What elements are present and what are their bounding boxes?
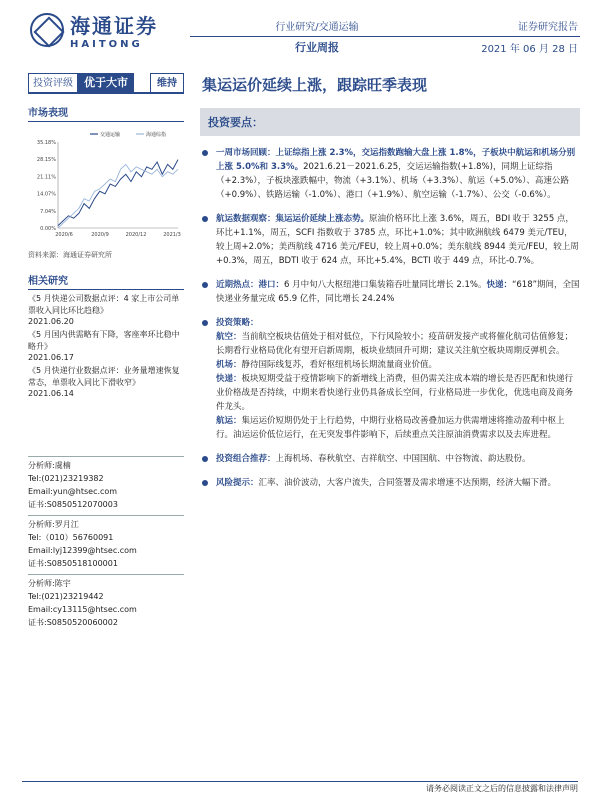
related-title[interactable]: 《5 月快递公司数据点评：4 家上市公司单票收入同比环比趋稳》 [28, 294, 180, 315]
related-item[interactable] [28, 365, 184, 398]
bullet-lead: 风险提示： [216, 478, 259, 488]
x-tick-label: 2021/3 [163, 232, 181, 238]
bullet-market-review [200, 146, 580, 202]
report-type: 证券研究报告 [518, 22, 578, 33]
bullet-lead: 投资策略： [216, 318, 259, 328]
report-kind: 行业周报 [295, 41, 339, 54]
analyst-cert: 证书:S0850512070003 [28, 500, 118, 509]
y-tick-label: 21.11% [36, 174, 56, 181]
analyst-name: 分析师:罗月江 [28, 520, 79, 529]
express-body: “618”期间，全国快递业务量完成 65.9 亿件，同比增长 24.24% [216, 280, 580, 304]
analyst-tel: Tel:(021)23219382 [28, 474, 104, 483]
analyst-name: 分析师:虞楠 [28, 461, 71, 470]
related-date: 2021.06.17 [28, 353, 74, 362]
bullet-body: 原油价格环比上涨 3.6%，周五，BDI 收于 3255 点，环比+1.1%，周五，SCFI 指数收于 3785 点，环比+1.0%；其中欧洲航线 6479 美元/TEU，较上周+2.0%；美西航线 4716 美元/FEU，较上周+0.0%；美东航线 8944 美元/FEU，较上周+0.3%，周五，BDTI 收于 624 点，环比+5.4%，BCTI 收于 449 点，环比-0.7%。 [216, 214, 579, 266]
analyst-email[interactable]: Email:lyj12399@htsec.com [28, 546, 137, 555]
related-date: 2021.06.20 [28, 317, 74, 326]
legend-label: 交通运输 [100, 132, 121, 138]
analyst-card [28, 515, 184, 570]
market-chart [28, 128, 184, 244]
sidebar [28, 104, 184, 398]
header-divider [190, 36, 580, 37]
y-tick-label: 35.18% [36, 140, 56, 146]
x-tick-label: 2020/12 [125, 232, 147, 238]
logo-en: HAITONG [70, 39, 143, 50]
page-title: 集运运价延续上涨，跟踪旺季表现 [202, 76, 428, 94]
bullet-body: 汇率、油价波动，大客户流失，合同签署及需求增速不达预期，经济大幅下滑。 [258, 478, 557, 488]
x-tick-label: 2020/6 [55, 232, 73, 238]
report-header [0, 0, 600, 58]
express-strategy-label: 快递： [216, 374, 242, 384]
shipping-label: 航运： [216, 416, 242, 426]
y-tick-label: 14.07% [36, 191, 56, 198]
bullet-shipping-data [200, 212, 580, 268]
analyst-name: 分析师:陈宇 [28, 579, 71, 588]
market-heading: 市场表现 [28, 104, 184, 122]
analyst-list [28, 456, 184, 633]
bullet-body: 上海机场、春秋航空、吉祥航空、中国国航、中谷物流、韵达股份。 [275, 454, 531, 464]
rating-value: 优于大市 [78, 73, 134, 93]
related-item[interactable] [28, 329, 184, 362]
analyst-email[interactable]: Email:cy13115@htsec.com [28, 605, 137, 614]
aviation-label: 航空： [216, 332, 242, 342]
chart-source: 资料来源：海通证券研究所 [28, 251, 112, 259]
y-tick-label: 7.04% [40, 208, 56, 215]
bullet-lead: 投资组合推荐： [216, 454, 276, 464]
x-tick-label: 2020/9 [91, 232, 109, 238]
analyst-card [28, 456, 184, 511]
haitong-logo-icon [30, 13, 64, 47]
haitong-logo [30, 10, 158, 50]
analyst-tel: Tel:（010）56760091 [28, 533, 114, 542]
related-date: 2021.06.14 [28, 389, 74, 398]
bullet-body: 2021.6.21－2021.6.25，交运运输指数(+1.8%)，同期上证综指（+2.3%），子板块涨跌幅中，物流（+3.1%）、机场（+3.3%）、航运（+5.0%）、高速公路（+0.9%）、铁路运输（-1.0%）、港口（+1.9%）、航空运输（-1.7%）、公交（-0.6%）。 [216, 162, 569, 200]
port-label: 港口： [258, 280, 285, 290]
y-tick-label: 0.00% [40, 226, 56, 232]
footer-divider [22, 781, 578, 782]
bullet-strategy [200, 316, 580, 442]
main-content [200, 108, 580, 500]
analyst-cert: 证书:S0850520060002 [28, 618, 118, 627]
rating-hold: 维持 [150, 73, 184, 93]
express-label: 快递： [486, 280, 512, 290]
series-line [58, 164, 178, 228]
logo-cn: 海通证券 [70, 14, 158, 38]
related-title[interactable]: 《5 月国内供需略有下降，客座率环比稳中略升》 [28, 330, 180, 351]
market-chart-svg [28, 128, 184, 244]
rating-bar [28, 74, 184, 94]
report-category: 行业研究/交通运输 [275, 22, 359, 33]
related-title[interactable]: 《5 月快递行业数据点评：业务量增速恢复常态，单票收入同比下滑收窄》 [28, 366, 180, 387]
related-heading: 相关研究 [28, 272, 184, 290]
express-strategy-body: 板块短期受益于疫情影响下的新增线上消费，但仍需关注成本端的增长是否匹配和快递行业价格战是否持续，中期来看快递行业仍具备成长空间，行业格局进一步优化，优选电商及商务件龙头。 [216, 374, 574, 412]
footer-disclaimer: 请务必阅读正文之后的信息披露和法律声明 [426, 784, 578, 793]
y-tick-label: 28.15% [36, 157, 56, 164]
bullet-lead: 航运数据观察：集运运价延续上涨态势。 [216, 214, 370, 224]
airport-body: 静待国际线复苏，看好枢纽机场长期流量商业价值。 [241, 360, 438, 370]
bullet-risk [200, 476, 580, 490]
analyst-email[interactable]: Email:yun@htsec.com [28, 487, 118, 496]
legend-label: 海通综指 [146, 132, 167, 138]
related-item[interactable] [28, 293, 184, 326]
bullet-portfolio [200, 452, 580, 466]
shipping-body: 集运运价短期仍处于上行趋势，中期行业格局改善叠加运力供需增速将推动盈利中枢上行。油运运价低位运行，在无突发事件影响下，后续重点关注原油消费需求以及去库进程。 [216, 416, 565, 440]
series-line [58, 160, 178, 226]
analyst-tel: Tel:(021)23219442 [28, 592, 104, 601]
airport-label: 机场： [216, 360, 242, 370]
analyst-cert: 证书:S0850518100001 [28, 559, 118, 568]
port-body: 6 月中旬八大枢纽港口集装箱吞吐量同比增长 2.1%。 [284, 280, 487, 290]
bullet-hot-topics [200, 278, 580, 306]
report-date: 2021 年 06 月 28 日 [481, 44, 578, 55]
rating-label: 投资评级 [28, 73, 78, 93]
bullet-lead: 近期热点： [216, 280, 259, 290]
analyst-card [28, 574, 184, 629]
aviation-body: 当前航空板块估值处于相对低位，下行风险较小；疫苗研发接产或将催化航司估值修复；长期看行业格局优化有望开启新周期，板块业绩回升可期；建议关注航空板块周期反弹机会。 [216, 332, 574, 356]
key-points-heading: 投资要点： [200, 108, 580, 136]
bullet-lead: 一周市场回顾：上证综指上涨 2.3%，交运指数跑输大盘上涨 1.8%，子板块中航运和机场分别上涨 5.0%和 3.3%。 [216, 148, 576, 172]
